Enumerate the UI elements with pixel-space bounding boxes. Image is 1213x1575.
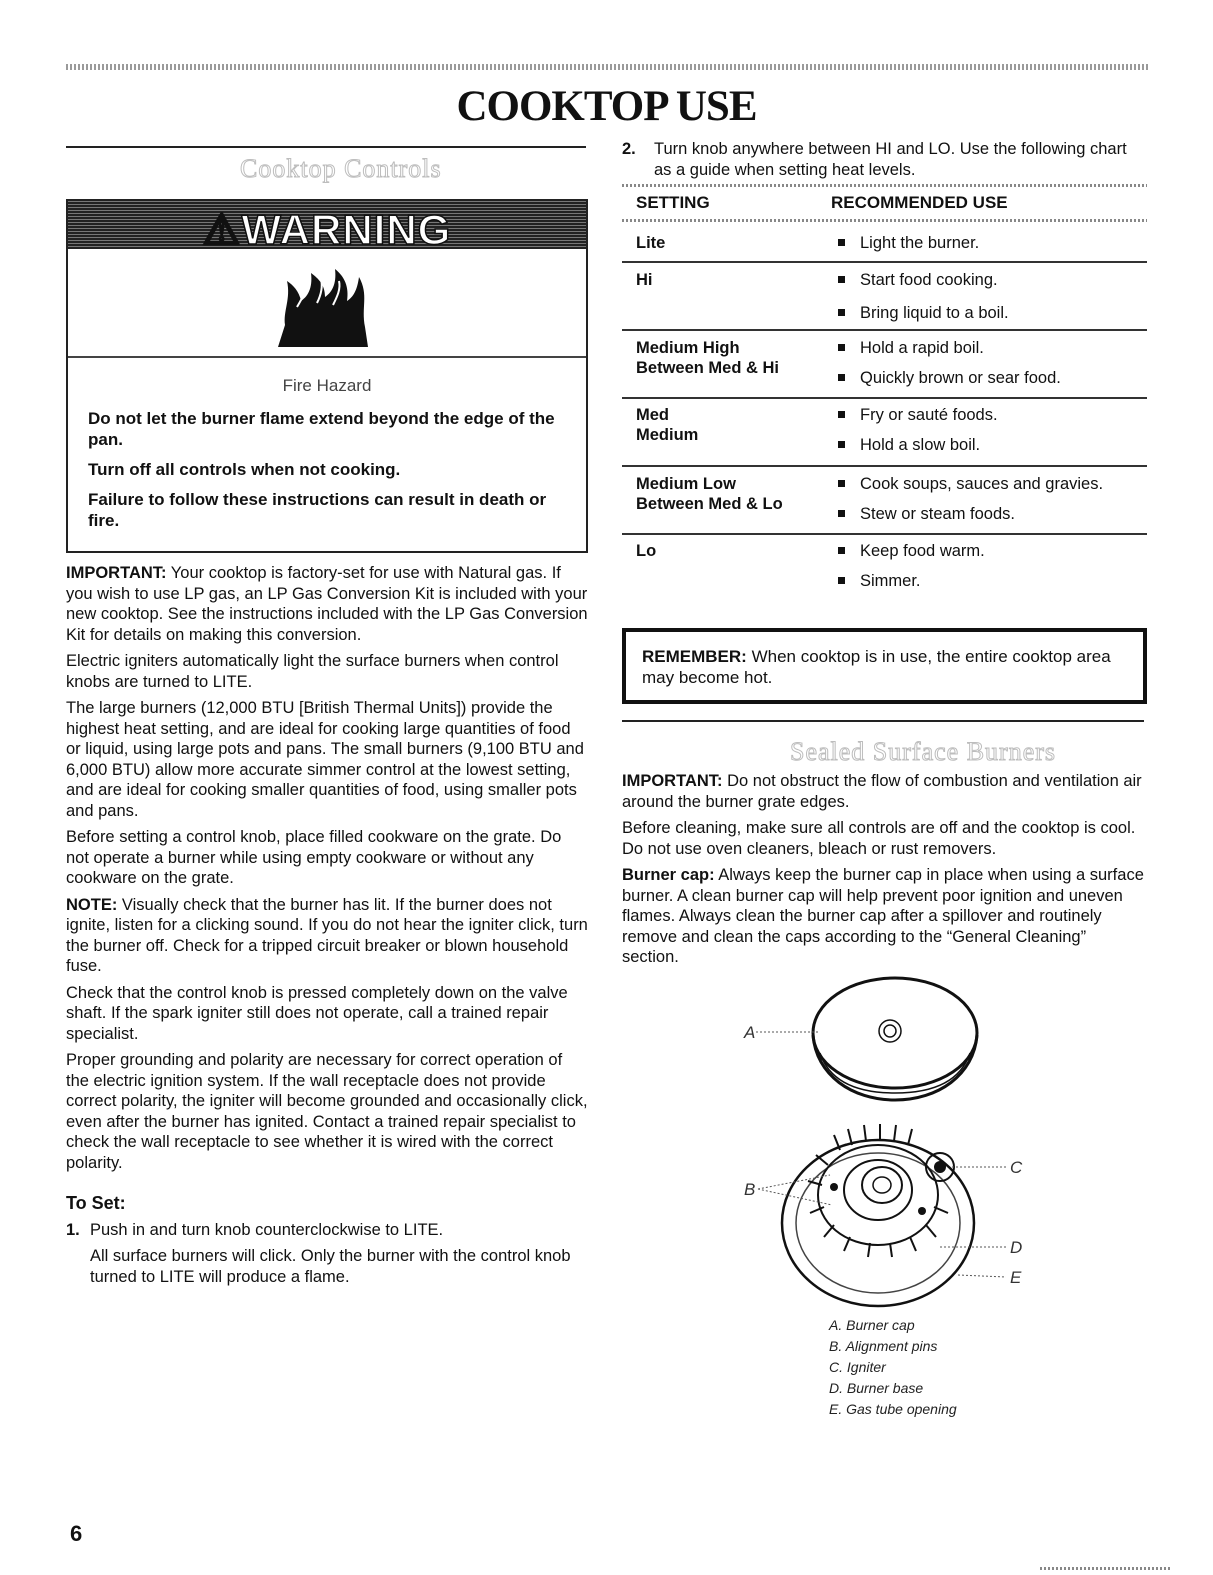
row-divider [622,329,1147,331]
bullet-icon [838,577,845,584]
paragraph: Proper grounding and polarity are necessary for correct operation of the electric ignition system. If the wall receptacle does not provide correct polarity, the igniter will become grounded and occasionally click, even after the burner has ignited. Contact a trained repair specialist to check the wall receptacle to see whether it is wired with the correct polarity. [66,1051,588,1172]
row-divider [622,397,1147,399]
bullet-icon [838,374,845,381]
use-item: Stew or steam foods. [838,504,1103,537]
row-divider [622,465,1147,467]
page-number: 6 [70,1521,83,1546]
paragraph: IMPORTANT: Your cooktop is factory-set for use with Natural gas. If you wish to use LP gas, an LP Gas Conversion Kit is included with your new cooktop. See the instructions included with the LP Gas Conversion Kit for details on making this conversion. [66,564,588,644]
label-a: A [744,1023,756,1042]
paragraph: Burner cap: Always keep the burner cap in place when using a surface burner. A clean burner cap will help prevent poor ignition and uneven flames. Always clean the burner cap after a spillover and routinely remove and clean the caps according to the “General Cleaning” section. [622,866,1144,966]
paragraph: Before cleaning, make sure all controls are off and the cooktop is cool. Do not use oven cleaners, bleach or rust removers. [622,819,1136,858]
warning-label [68,205,586,254]
top-dotted-border [66,64,1148,70]
bottom-mark [1040,1567,1170,1570]
warning-box [66,199,588,553]
setting-name: Med Medium [636,406,699,444]
section-heading-sealed-burners: Sealed Surface Burners [790,737,1057,766]
warning-line: Failure to follow these instructions can result in death or fire. [88,490,547,530]
setting-name: Hi [636,271,653,289]
use-item: Start food cooking. [838,270,1009,303]
label-b: B [744,1180,756,1199]
paragraph: The large burners (12,000 BTU [British Thermal Units]) provide the highest heat setting, and are ideal for cooking large quantities of food or liquid, using large pots and pans. The small burners (9,100 BTU and 6,000 BTU) allow more accurate simmer control at the lowest setting, and are ideal for cooking smaller quantities of food, using smaller pots and pans. [66,699,584,820]
setting-name: Lo [636,542,657,560]
use-item: Light the burner. [838,233,979,266]
step-1: 1. Push in and turn knob counterclockwise to LITE. All surface burners will click. Only the burner with the control knob turned to LITE will produce a flame. [66,1220,571,1286]
table-top-border [622,184,1147,187]
fire-hazard-icon [273,267,373,353]
row-divider [622,533,1147,535]
setting-name: Lite [636,234,666,252]
warning-body [88,408,566,540]
bullet-icon [838,411,845,418]
use-item: Fry or sauté foods. [838,405,998,435]
use-item: Bring liquid to a boil. [838,303,1009,336]
section-rule [622,720,1144,722]
table-header-border [622,219,1147,222]
row-divider [622,261,1147,263]
remember-text: When cooktop is in use, the entire cooktop area may become hot. [642,647,1111,687]
paragraph: Check that the control knob is pressed completely down on the valve shaft. If the spark igniter still does not operate, call a trained repair specialist. [66,983,568,1043]
burner-diagram [730,975,1040,1310]
bullet-icon [838,441,845,448]
to-set-heading: To Set: [66,1193,126,1213]
bullet-icon [838,547,845,554]
setting-name: Medium High Between Med & Hi [636,339,780,377]
use-item: Cook soups, sauces and gravies. [838,474,1103,504]
use-item: Quickly brown or sear food. [838,368,1061,401]
bullet-icon [838,510,845,517]
use-item: Keep food warm. [838,541,985,571]
col-recommended-use: RECOMMENDED USE [831,193,1008,212]
section-heading-cooktop-controls: Cooktop Controls [240,154,442,183]
right-column-text [622,771,1146,974]
warning-header [68,201,586,253]
paragraph: NOTE: Visually check that the burner has lit. If the burner does not ignite, listen for a clicking sound. If you do not hear the igniter click, turn the burner off. Check for a tripped circuit breaker or blown household fuse. [66,895,588,975]
warning-line: Turn off all controls when not cooking. [88,460,401,479]
warning-subtitle: Fire Hazard [282,376,372,395]
warning-line: Do not let the burner flame extend beyond the edge of the pan. [88,409,555,449]
label-c: C [1010,1158,1023,1177]
step-2: 2. Turn knob anywhere between HI and LO. Use the following chart as a guide when setting heat levels. [622,140,1127,179]
label-d: D [1010,1238,1023,1257]
bullet-icon [838,309,845,316]
alignment-pin [918,1207,926,1215]
use-item: Hold a slow boil. [838,435,998,468]
warning-separator [68,356,586,358]
bullet-icon [838,239,845,246]
left-column-text [66,563,588,1293]
paragraph: IMPORTANT: Do not obstruct the flow of combustion and ventilation air around the burner grate edges. [622,772,1142,811]
use-item: Hold a rapid boil. [838,338,1061,368]
paragraph: Electric igniters automatically light the surface burners when control knobs are turned to LITE. [66,652,559,691]
warning-triangle-icon: ⚠ [202,206,242,253]
section-rule [66,146,586,148]
label-e: E [1010,1268,1022,1287]
bullet-icon [838,344,845,351]
warning-text: WARNING [241,206,452,253]
bullet-icon [838,480,845,487]
remember-label: REMEMBER: [642,647,747,666]
setting-name: Medium Low Between Med & Lo [636,475,783,513]
remember-box [622,628,1147,704]
paragraph: Before setting a control knob, place filled cookware on the grate. Do not operate a burner while using empty cookware or without any cookware on the grate. [66,828,562,887]
alignment-pin [830,1183,838,1191]
bullet-icon [838,276,845,283]
use-item: Simmer. [838,571,985,604]
col-setting: SETTING [636,193,710,212]
page-title: COOKTOP USE [456,83,757,130]
diagram-caption: A. Burner cap B. Alignment pins C. Igniter D. Burner base E. Gas tube opening [829,1317,957,1417]
